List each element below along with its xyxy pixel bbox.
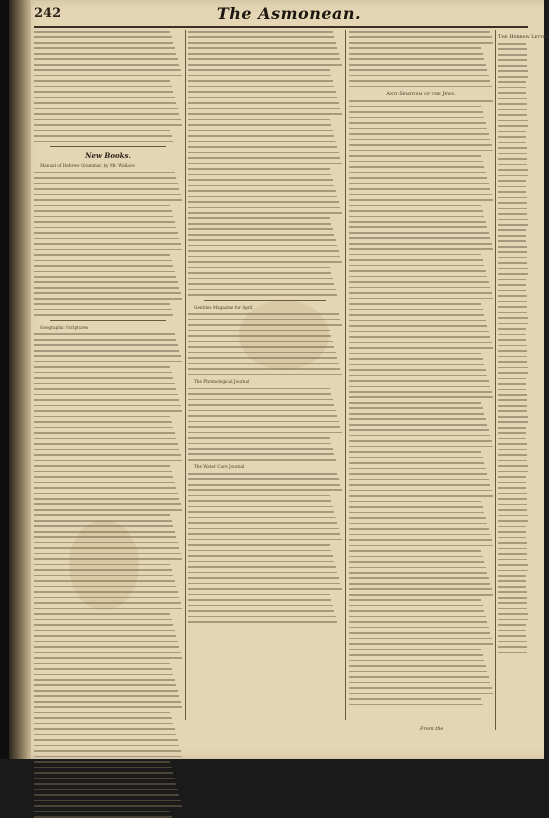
column-rule — [495, 30, 496, 730]
column-rule — [345, 30, 346, 720]
article-lead: Geographic Scriptures — [40, 324, 89, 330]
header-rule — [34, 26, 528, 28]
body-text-block — [188, 31, 342, 296]
body-text-block — [498, 43, 528, 653]
page-number: 242 — [34, 6, 62, 21]
page-header — [34, 4, 528, 28]
body-text-block — [349, 100, 493, 705]
section-heading: New Books. — [85, 151, 131, 161]
scan-edge — [0, 0, 9, 759]
column-four — [498, 31, 549, 731]
article-lead: Gentiles Magazine for April — [194, 304, 253, 310]
column-two — [188, 31, 342, 681]
body-text-block — [34, 172, 182, 316]
body-text-block — [349, 31, 493, 87]
footer-note: From the — [420, 726, 444, 732]
masthead-title: The Asmonean. — [216, 4, 362, 23]
section-divider — [50, 320, 166, 321]
section-heading: The Hebrew Letter — [498, 34, 549, 40]
article-lead: The Water Cure Journal — [194, 464, 245, 470]
column-rule — [185, 30, 186, 720]
body-text-block — [34, 333, 182, 817]
article-lead: Manual of Hebrew Grammar, by Mr. Wallace — [40, 163, 135, 169]
body-text-block — [188, 473, 342, 623]
section-heading: Anti-Semitism of the Jews. — [386, 91, 456, 98]
body-text-block — [188, 388, 342, 461]
article-lead: The Phrenological Journal — [194, 379, 250, 385]
section-divider — [204, 300, 326, 301]
body-text-block — [188, 313, 342, 375]
section-divider — [50, 146, 166, 147]
column-one — [34, 31, 182, 721]
page-binding — [9, 0, 31, 759]
body-text-block — [34, 31, 182, 142]
column-three — [349, 31, 493, 731]
